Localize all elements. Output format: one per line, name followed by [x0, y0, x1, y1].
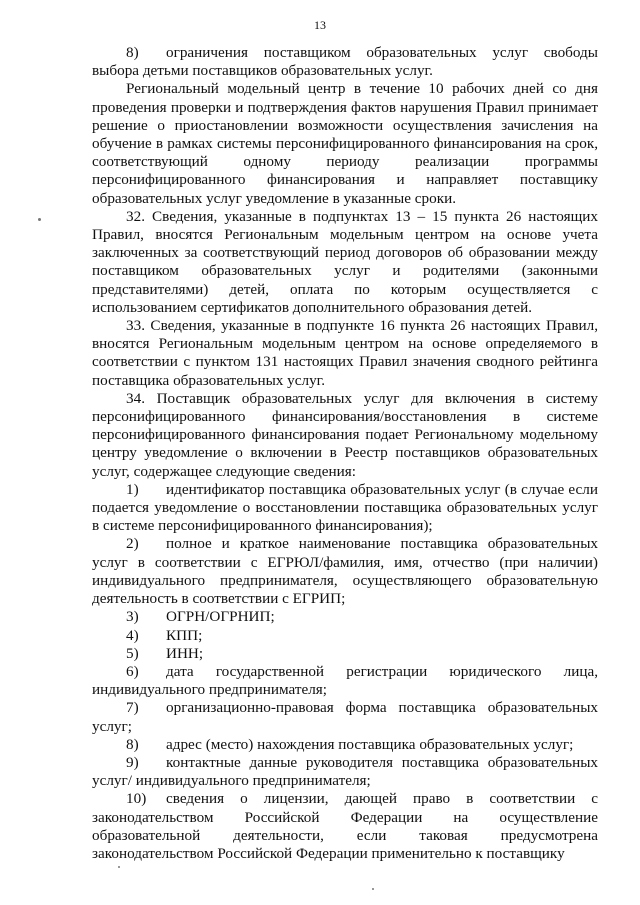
- list-item-text: организационно-правовая форма поставщика образовательных услуг;: [92, 699, 598, 735]
- list-item: [92, 699, 598, 735]
- list-item: [92, 608, 598, 626]
- list-item: [92, 663, 598, 699]
- list-item-text: ИНН;: [166, 644, 204, 662]
- paragraph: Региональный модельный центр в течение 10 рабочих дней со дня проведения проверки и подтверждения фактов нарушения Правил принимает решение о приостановлении возможности осуществления зачисления на обучение в рамках системы персонифицированного финансирования на срок, соответствующий одному периоду реализации программы персонифицированного финансирования и направляет поставщику образовательных услуг уведомление в указанные сроки.: [92, 80, 598, 207]
- list-item-text: идентификатор поставщика образовательных услуг (в случае если подается уведомление о восстановлении поставщика образовательных услуг в системе персонифицированного финансирования);: [92, 480, 598, 535]
- list-item-number: 3): [126, 608, 139, 626]
- list-item: [92, 790, 598, 863]
- list-item: [92, 44, 598, 80]
- list-item: [92, 481, 598, 536]
- list-item-number: 8): [126, 44, 139, 61]
- list-item-text: адрес (место) нахождения поставщика образовательных услуг;: [166, 735, 574, 753]
- list-item-number: 6): [126, 662, 139, 680]
- list-item-number: 2): [126, 535, 139, 553]
- list-item-number: 1): [126, 480, 139, 498]
- list-item-text: контактные данные руководителя поставщика образовательных услуг/ индивидуального предпринимателя;: [92, 753, 598, 790]
- scan-speck: [372, 888, 374, 890]
- paragraph: 32. Сведения, указанные в подпунктах 13 – 15 пункта 26 настоящих Правил, вносятся Региональным модельным центром на основе учета заключенных за соответствующий период договоров об образовании между поставщиком образовательных услуг и родителями (законными представителями) детей, оплата по которым осуществляется с использованием сертификатов дополнительного образования детей.: [92, 207, 598, 316]
- list-item-text: дата государственной регистрации юридического лица, индивидуального предпринимателя;: [92, 662, 598, 699]
- list-item-number: 5): [126, 644, 139, 662]
- paragraph: 33. Сведения, указанные в подпункте 16 пункта 26 настоящих Правил, вносятся Региональным модельным центром на основе определяемого в соответствии с пунктом 131 настоящих Правил значения сводного рейтинга поставщика образовательных услуг.: [92, 317, 598, 389]
- list-item-number: 9): [126, 753, 139, 771]
- list-item-number: 8): [126, 735, 139, 753]
- list-item: [92, 645, 598, 663]
- list-item-number: 4): [126, 626, 139, 644]
- list-item-number: 7): [126, 699, 139, 717]
- list-item-text: ОГРН/ОГРНИП;: [166, 608, 275, 626]
- scan-speck: [118, 866, 120, 868]
- scan-speck: [38, 218, 41, 221]
- list-item-text: сведения о лицензии, дающей право в соответствии с законодательством Российской Федерации на осуществление образовательной деятельности, если таковая предусмотрена законодательством Российской Федерации применительно к поставщику: [92, 790, 598, 862]
- document-body: [92, 44, 598, 863]
- list-item-number: 10): [126, 790, 147, 808]
- list-item: [92, 736, 598, 754]
- list-item: [92, 627, 598, 645]
- list-item-text: КПП;: [166, 626, 203, 644]
- page-number: 13: [314, 18, 326, 32]
- list-item-text: полное и краткое наименование поставщика образовательных услуг в соответствии с ЕГРЮЛ/фамилия, имя, отчество (при наличии) индивидуального предпринимателя, осуществляющего образовательную деятельность в соответствии с ЕГРИП;: [92, 535, 598, 608]
- list-item: [92, 754, 598, 790]
- list-item-text: ограничения поставщиком образовательных услуг свободы выбора детьми поставщиков образовательных услуг.: [92, 44, 598, 80]
- paragraph: 34. Поставщик образовательных услуг для включения в систему персонифицированного финансирования/восстановления в системе персонифицированного финансирования подает Региональному модельному центру уведомление о включении в Реестр поставщиков образовательных услуг, содержащее следующие сведения:: [92, 389, 598, 480]
- list-item: [92, 535, 598, 608]
